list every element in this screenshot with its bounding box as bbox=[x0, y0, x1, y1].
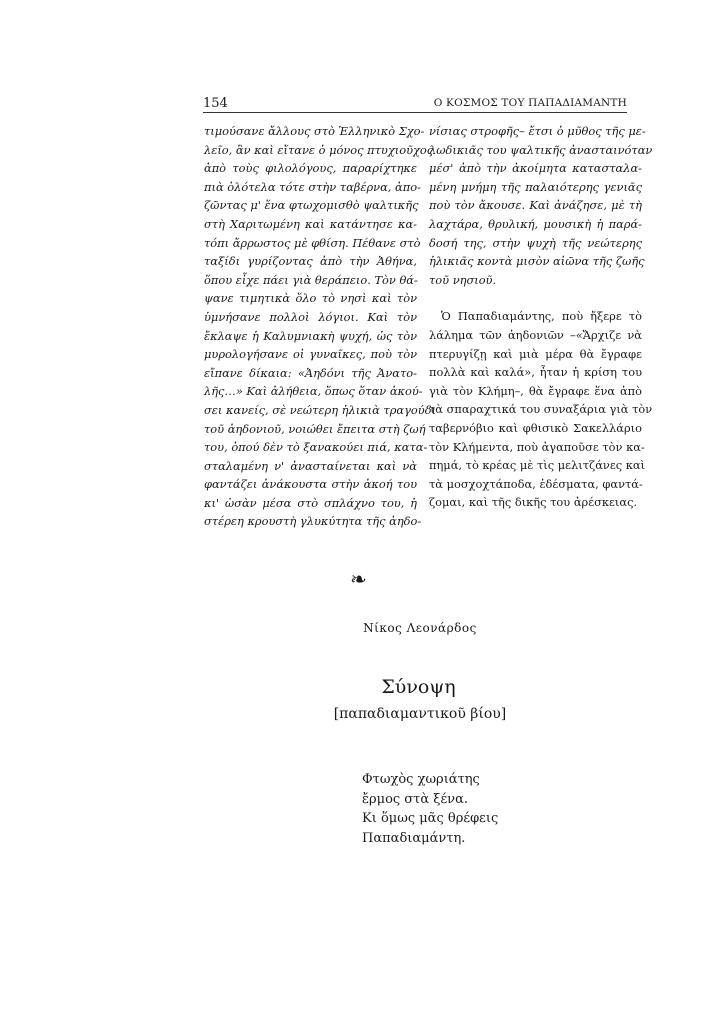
text-line: πημά, τὸ κρέας μὲ τὶς μελιτζάνες καὶ bbox=[429, 458, 645, 473]
text-line: μυρολογήσανε οἱ γυναῖκες, ποὺ τὸν bbox=[204, 347, 417, 362]
text-line: στὴ Χαριτωμένη καὶ κατάντησε κα- bbox=[204, 216, 417, 231]
text-line: ψανε τιμητικὰ ὅλο τὸ νησὶ καὶ τὸν bbox=[204, 291, 417, 306]
left-column bbox=[204, 122, 437, 531]
text-line: πιὰ ὁλότελα τότε στὴν ταβέρνα, ἀπο- bbox=[204, 179, 421, 194]
poem-subtitle: [παπαδιαμαντικοῦ βίου] bbox=[333, 706, 507, 722]
paragraph-continued bbox=[429, 122, 653, 289]
text-line: ζομαι, καὶ τῆς δικῆς του ἀρέσκειας. bbox=[429, 495, 638, 510]
poem-line: Κι ὅμως μᾶς θρέφεις bbox=[362, 811, 499, 826]
poem-line: Παπαδιαμάντη. bbox=[362, 830, 466, 846]
text-line: του, ὁπού δὲν τὸ ξανακούει πιά, κατα- bbox=[204, 440, 428, 455]
text-line: μέσ' ἀπὸ τὴν ἀκοίμητα κατασταλα- bbox=[429, 161, 642, 176]
text-line: ποὺ τὸν ἄκουσε. Καὶ ἀνάζησε, μὲ τὴ bbox=[429, 198, 642, 213]
text-line: νίσιας στροφῆς– ἔτσι ὁ μῦθος τῆς με- bbox=[429, 124, 646, 138]
text-line: τὰ μοσχοχτάποδα, ἐδέσματα, φαντά- bbox=[429, 476, 643, 491]
poem-line: ἔρμος στὰ ξένα. bbox=[362, 791, 468, 807]
paragraph bbox=[429, 307, 653, 512]
text-line: τοῦ ἀηδονιοῦ, νοιώθει ἔπειτα στὴ ζωή bbox=[204, 421, 426, 436]
text-line: τόπι ἄρρωστος μὲ φθίση. Πέθανε στὸ bbox=[204, 235, 421, 250]
right-column bbox=[429, 122, 653, 512]
text-line: φαντάζει ἀνάκουστα στὴν ἀκοή του bbox=[204, 477, 417, 492]
fleuron-ornament-icon: ❧ bbox=[350, 567, 367, 591]
text-line: λεῖο, ἂν καὶ εἴτανε ὁ μόνος πτυχιοῦχος bbox=[204, 142, 434, 157]
text-line: ἀπὸ τοὺς φιλολόγους, παραρίχτηκε bbox=[204, 161, 417, 176]
text-line: Ὁ Παπαδιαμάντης, ποὺ ἤξερε τὸ bbox=[441, 309, 642, 324]
text-line: κι' ὡσὰν μέσα στὸ σπλάχνο του, ἡ bbox=[204, 495, 417, 510]
poem-line: Φτωχὸς χωριάτης bbox=[362, 772, 480, 787]
text-line: πτερυγίζῃ καὶ μιὰ μέρα θὰ ἔγραφε bbox=[429, 346, 642, 361]
text-line: ζῶντας μ' ἕνα φτωχομισθὸ ψαλτικῆς bbox=[204, 198, 419, 213]
text-line: ὑμνήσανε πολλοὶ λόγιοι. Καὶ τὸν bbox=[204, 309, 417, 324]
author-name: Νίκος Λεονάρδος bbox=[363, 621, 477, 635]
text-line: τὸν Κλήμεντα, ποὺ ἀγαποῦσε τὸν κα- bbox=[429, 439, 645, 454]
page-number: 154 bbox=[203, 96, 228, 111]
text-line: ὅπου εἶχε πάει γιὰ θεράπειο. Τὸν θά- bbox=[204, 272, 418, 287]
poem bbox=[362, 770, 498, 848]
text-line: τιμούσανε ἄλλους στὸ Ἑλληνικὸ Σχο- bbox=[204, 124, 425, 138]
text-line: ταβερνόβιο καὶ φθισικὸ Σακελλάριο bbox=[429, 420, 642, 435]
text-line: λαχτάρα, θρυλική, μουσικὴ ἡ παρά- bbox=[429, 216, 642, 231]
text-line: μένη μνήμη τῆς παλαιότερης γενιᾶς bbox=[429, 179, 642, 194]
text-line: εἴπανε δίκαια: «Ἀηδόνι τῆς Ἀνατο- bbox=[204, 365, 417, 380]
running-header bbox=[203, 96, 627, 113]
text-line: σταλαμένη ν' ἀνασταίνεται καὶ νὰ bbox=[204, 458, 417, 473]
text-line: τὰ σπαραχτικά του συναξάρια γιὰ τὸν bbox=[429, 402, 653, 417]
text-line: ἡλικιᾶς κοντὰ μισὸν αἰῶνα τῆς ζωῆς bbox=[429, 254, 645, 269]
text-line: λωδικιᾶς του ψαλτικῆς ἀνασταινόταν bbox=[429, 142, 653, 157]
text-line: ἔκλαψε ἡ Καλυμνιακὴ ψυχή, ὡς τὸν bbox=[204, 328, 417, 343]
text-line: γιὰ τὸν Κλήμη–, θὰ ἔγραφε ἕνα ἀπὸ bbox=[429, 383, 642, 398]
text-line: σει κανείς, σὲ νεώτερη ἡλικιὰ τραγούδι bbox=[204, 402, 437, 417]
text-line: ταξίδι γυρίζοντας ἀπὸ τὴν Ἀθήνα, bbox=[204, 254, 417, 269]
text-line: λῆς…» Καὶ ἀλήθεια, ὅπως ὅταν ἀκού- bbox=[204, 384, 423, 399]
text-line: πολλὰ καὶ καλά», ἦταν ἡ κρίση του bbox=[429, 365, 642, 380]
text-line: δοσή της, στὴν ψυχὴ τῆς νεώτερης bbox=[429, 235, 642, 250]
text-line: τοῦ νησιοῦ. bbox=[429, 272, 497, 287]
text-line: στέρεη κρουστὴ γλυκύτητα τῆς ἀηδο- bbox=[204, 514, 422, 529]
poem-title: Σύνοψη bbox=[381, 676, 456, 698]
running-title: Ο ΚΟΣΜΟΣ ΤΟΥ ΠΑΠΑΔΙΑΜΑΝΤΗ bbox=[433, 97, 627, 109]
text-line: λάλημα τῶν ἀηδονιῶν –«Ἄρχιζε νὰ bbox=[429, 327, 642, 342]
paragraph-gap bbox=[429, 289, 642, 307]
